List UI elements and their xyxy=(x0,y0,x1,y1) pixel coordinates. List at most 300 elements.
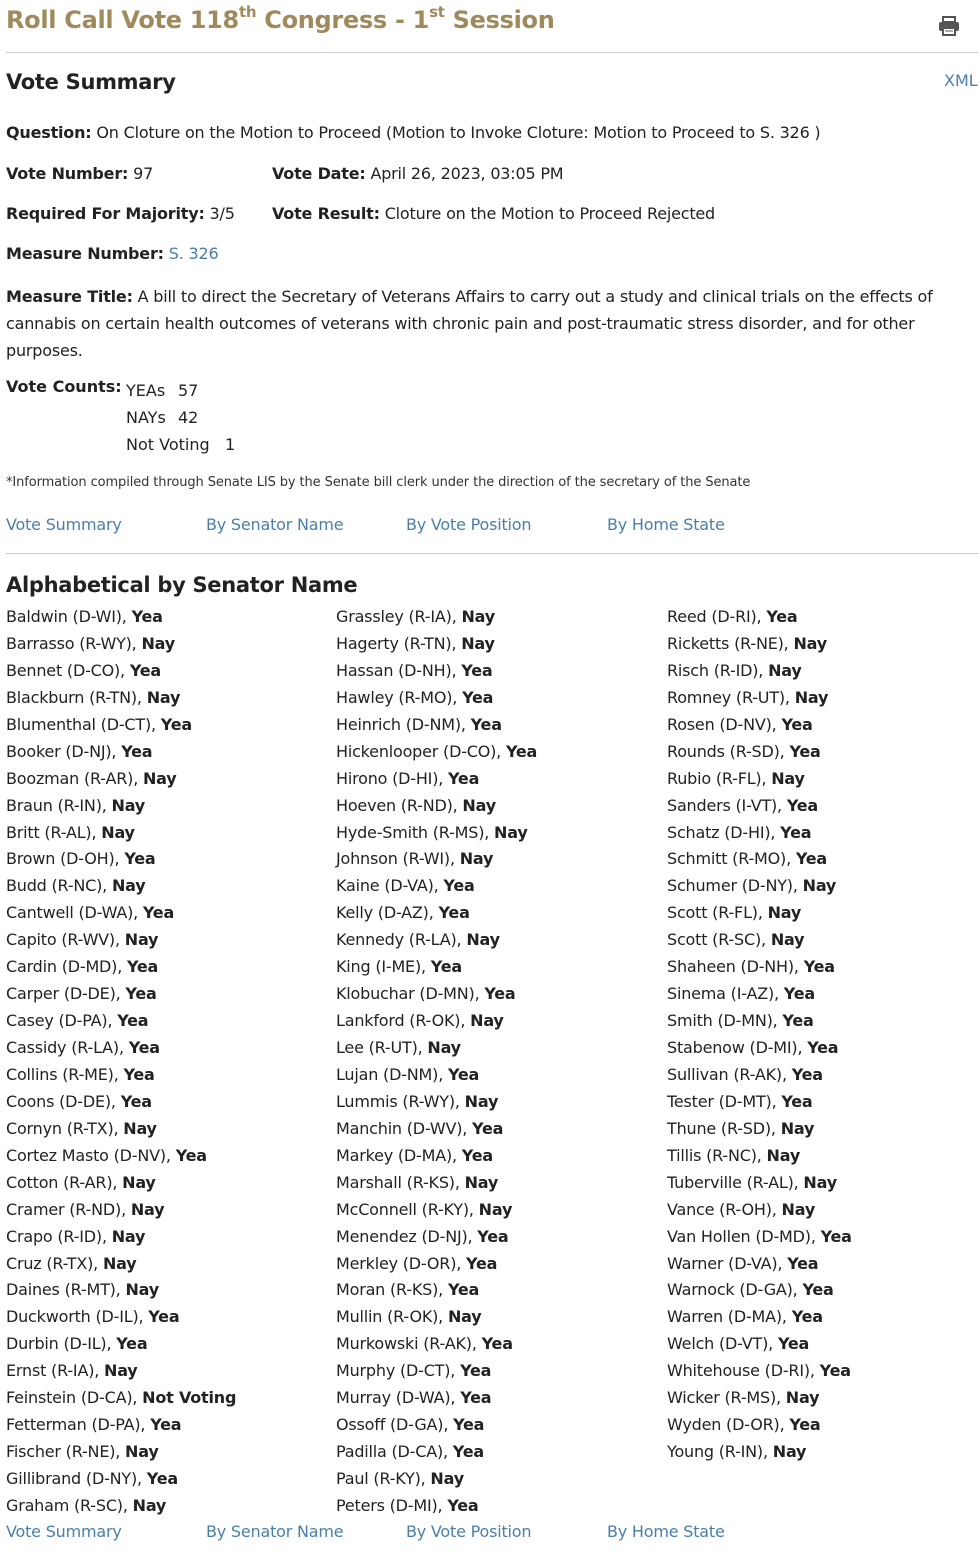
senator-name: Sullivan (R-AK), xyxy=(667,1064,792,1084)
senator-name: Scott (R-FL), xyxy=(667,903,768,923)
senator-name: Fetterman (D-PA), xyxy=(6,1415,151,1435)
measure-number-label: Measure Number: xyxy=(6,244,164,263)
senator-entry xyxy=(336,793,537,820)
senator-vote: Nay xyxy=(123,1118,157,1138)
senator-vote: Yea xyxy=(791,1064,823,1084)
senator-entry xyxy=(336,1062,537,1089)
senator-entry xyxy=(6,1385,236,1412)
senator-vote: Yea xyxy=(477,1226,509,1246)
senator-entry xyxy=(667,820,852,847)
senator-vote: Nay xyxy=(794,687,829,707)
senator-name: Hirono (D-HI), xyxy=(336,768,449,788)
vote-result-row xyxy=(272,204,715,224)
senator-name: Risch (R-ID), xyxy=(667,660,769,680)
xml-link[interactable]: XML xyxy=(944,71,978,90)
senator-name: Cotton (R-AR), xyxy=(6,1172,123,1192)
required-majority-label: Required For Majority: xyxy=(6,204,205,223)
senator-name: Brown (D-OH), xyxy=(6,849,125,869)
senator-name: Coons (D-DE), xyxy=(6,1091,121,1111)
senator-name: Rosen (D-NV), xyxy=(667,714,782,734)
senator-entry xyxy=(336,981,537,1008)
senator-entry xyxy=(6,658,236,685)
senator-vote: Yea xyxy=(789,741,821,761)
senator-entry xyxy=(6,1089,236,1116)
senator-entry xyxy=(6,1062,236,1089)
senator-name: Paul (R-KY), xyxy=(336,1469,431,1488)
senator-entry xyxy=(667,739,852,766)
senator-vote: Nay xyxy=(461,607,495,626)
vote-nav-top xyxy=(0,515,980,537)
senator-name: Johnson (R-WI), xyxy=(336,849,460,869)
senator-name: Stabenow (D-MI), xyxy=(667,1038,808,1057)
senator-vote: Nay xyxy=(462,795,496,815)
senator-name: Peters (D-MI), xyxy=(336,1495,448,1515)
senator-name: Cantwell (D-WA), xyxy=(6,903,143,923)
senator-name: McConnell (R-KY), xyxy=(336,1199,479,1219)
senator-vote: Yea xyxy=(116,1334,148,1354)
senator-vote: Nay xyxy=(803,1172,837,1192)
senator-name: Ossoff (D-GA), xyxy=(336,1415,454,1435)
senator-name: Schmitt (R-MO), xyxy=(667,849,796,869)
senator-vote: Yea xyxy=(120,1091,152,1111)
senator-entry xyxy=(336,1035,537,1062)
vote-result-label: Vote Result: xyxy=(272,204,380,223)
senator-entry xyxy=(667,712,852,739)
senator-name: Tuberville (R-AL), xyxy=(667,1172,804,1192)
senator-vote: Yea xyxy=(766,607,798,626)
senator-vote: Nay xyxy=(770,930,805,950)
senator-vote: Nay xyxy=(111,1226,146,1246)
senator-entry xyxy=(6,820,236,847)
senator-name: Welch (D-VT), xyxy=(667,1334,778,1354)
measure-title-label: Measure Title: xyxy=(6,287,133,306)
senator-name: Romney (R-UT), xyxy=(667,687,795,707)
count-yeas: YEAs 57 xyxy=(126,381,199,400)
nav-by-vote-position[interactable]: By Vote Position xyxy=(406,515,532,534)
senator-vote: Yea xyxy=(820,1226,852,1246)
senator-entry xyxy=(6,1304,236,1331)
senator-name: Wicker (R-MS), xyxy=(667,1388,786,1408)
senator-entry xyxy=(336,712,537,739)
senator-entry xyxy=(336,1251,537,1278)
senator-name: Kaine (D-VA), xyxy=(336,876,444,896)
senator-entry xyxy=(667,1062,852,1089)
senator-vote: Yea xyxy=(452,1442,484,1462)
senator-vote: Nay xyxy=(793,633,827,653)
senator-vote: Yea xyxy=(448,768,480,788)
senator-entry xyxy=(667,846,852,873)
senator-name: King (I-ME), xyxy=(336,957,431,977)
vote-number-label: Vote Number: xyxy=(6,164,129,183)
senator-name: Murray (D-WA), xyxy=(336,1388,461,1408)
senator-entry xyxy=(667,1116,852,1143)
senator-vote: Yea xyxy=(781,1091,813,1111)
senator-name: Whitehouse (D-RI), xyxy=(667,1361,820,1381)
senator-name: Hoeven (R-ND), xyxy=(336,795,463,815)
senator-vote: Nay xyxy=(111,876,146,896)
senator-name: Fischer (R-NE), xyxy=(6,1442,126,1462)
senator-vote: Nay xyxy=(785,1388,820,1408)
senator-vote: Yea xyxy=(505,741,538,761)
measure-number-link[interactable]: S. 326 xyxy=(168,244,219,263)
count-not-voting: Not Voting 1 xyxy=(126,435,236,454)
senator-column-3 xyxy=(667,604,852,1466)
senator-name: Moran (R-KS), xyxy=(336,1280,448,1300)
senator-vote: Yea xyxy=(126,957,159,977)
vote-date-row xyxy=(272,164,563,184)
senator-name: Casey (D-PA), xyxy=(6,1011,118,1031)
senator-name: Kennedy (R-LA), xyxy=(336,930,467,950)
senator-entry xyxy=(6,1170,236,1197)
senator-name: Cardin (D-MD), xyxy=(6,957,127,977)
senator-vote: Yea xyxy=(795,849,828,869)
senator-name: Capito (R-WV), xyxy=(6,930,125,950)
senator-entry xyxy=(6,1493,236,1520)
senator-name: Barrasso (R-WY), xyxy=(6,633,142,653)
senator-name: Tillis (R-NC), xyxy=(667,1145,767,1165)
senator-entry xyxy=(667,1143,852,1170)
senator-vote: Nay xyxy=(125,1442,159,1462)
senator-vote: Yea xyxy=(150,1415,182,1435)
senator-vote: Yea xyxy=(802,1280,834,1300)
senator-entry xyxy=(667,1089,852,1116)
senator-name: Ricketts (R-NE), xyxy=(667,633,794,653)
senator-vote: Nay xyxy=(141,633,175,653)
vote-date-label: Vote Date: xyxy=(272,164,366,183)
senator-entry xyxy=(336,1331,537,1358)
senator-entry xyxy=(667,900,852,927)
senator-vote: Yea xyxy=(121,741,153,761)
nav-by-home-state[interactable]: By Home State xyxy=(607,515,725,534)
senator-name: Mullin (R-OK), xyxy=(336,1307,448,1327)
senator-name: Hyde-Smith (R-MS), xyxy=(336,822,495,842)
senator-entry xyxy=(336,900,537,927)
divider xyxy=(6,553,978,554)
nav-by-home-state[interactable]: By Home State xyxy=(607,1522,725,1541)
senator-vote: Yea xyxy=(782,1011,814,1031)
senator-vote: Nay xyxy=(427,1038,461,1057)
senator-entry xyxy=(336,954,537,981)
senator-name: Blumenthal (D-CT), xyxy=(6,714,161,734)
senator-name: Gillibrand (D-NY), xyxy=(6,1469,147,1488)
senator-name: Heinrich (D-NM), xyxy=(336,714,471,734)
senator-entry xyxy=(667,1224,852,1251)
nav-vote-summary[interactable]: Vote Summary xyxy=(6,515,122,534)
senator-vote: Nay xyxy=(142,768,177,788)
vote-number-value: 97 xyxy=(133,164,154,183)
senator-vote: Nay xyxy=(124,930,159,950)
senator-name: Lummis (R-WY), xyxy=(336,1091,465,1111)
senator-vote: Nay xyxy=(494,822,528,842)
senator-entry xyxy=(667,1277,852,1304)
senator-vote: Nay xyxy=(111,795,146,815)
senator-entry xyxy=(6,1116,236,1143)
senator-name: Murkowski (R-AK), xyxy=(336,1334,482,1354)
senator-entry xyxy=(6,1251,236,1278)
senator-name: Marshall (R-KS), xyxy=(336,1172,465,1192)
senator-entry xyxy=(667,873,852,900)
senator-vote: Nay xyxy=(780,1118,815,1138)
senator-vote: Not Voting xyxy=(142,1388,237,1408)
senator-entry xyxy=(667,1251,852,1278)
senator-name: Van Hollen (D-MD), xyxy=(667,1226,821,1246)
senator-vote: Yea xyxy=(443,876,475,896)
senator-entry xyxy=(6,685,236,712)
senator-name: Shaheen (D-NH), xyxy=(667,957,804,977)
senator-name: Durbin (D-IL), xyxy=(6,1334,117,1354)
senator-vote: Nay xyxy=(132,1495,167,1515)
senator-name: Hagerty (R-TN), xyxy=(336,633,462,653)
senator-name: Vance (R-OH), xyxy=(667,1199,782,1219)
senator-vote: Nay xyxy=(447,1307,482,1327)
senator-entry xyxy=(336,1493,537,1520)
senator-vote: Yea xyxy=(777,1334,810,1354)
senator-name: Grassley (R-IA), xyxy=(336,607,462,626)
senator-vote: Nay xyxy=(478,1199,513,1219)
senator-entry xyxy=(6,1466,236,1493)
senator-vote: Yea xyxy=(786,795,819,815)
senator-name: Warren (D-MA), xyxy=(667,1307,792,1327)
senator-vote: Yea xyxy=(791,1307,823,1327)
senator-vote: Nay xyxy=(772,1442,807,1462)
senator-entry xyxy=(6,604,236,631)
senator-name: Booker (D-NJ), xyxy=(6,741,122,761)
senator-entry xyxy=(667,927,852,954)
senator-entry xyxy=(336,927,537,954)
senator-entry xyxy=(667,1331,852,1358)
senator-vote: Yea xyxy=(146,1469,178,1488)
senator-name: Lujan (D-NM), xyxy=(336,1064,448,1084)
senator-vote: Nay xyxy=(470,1011,504,1031)
senator-entry xyxy=(6,1224,236,1251)
senator-entry xyxy=(336,604,537,631)
senator-name: Reed (D-RI), xyxy=(667,607,767,626)
senator-entry xyxy=(336,1385,537,1412)
senator-vote: Yea xyxy=(461,660,493,680)
question-row xyxy=(6,123,820,143)
senator-name: Manchin (D-WV), xyxy=(336,1118,473,1138)
vote-nav-bottom xyxy=(0,1522,980,1544)
senator-name: Bennet (D-CO), xyxy=(6,660,130,680)
vote-counts xyxy=(126,377,235,458)
senator-entry xyxy=(6,1412,236,1439)
senator-name: Rubio (R-FL), xyxy=(667,768,772,788)
senator-entry xyxy=(667,631,852,658)
senator-vote: Yea xyxy=(807,1038,839,1057)
senator-vote: Yea xyxy=(470,714,502,734)
vote-result-value: Cloture on the Motion to Proceed Rejected xyxy=(384,204,716,223)
senator-vote: Yea xyxy=(125,984,157,1004)
page-title: Roll Call Vote 118th Congress - 1st Session xyxy=(6,3,555,34)
senator-entry xyxy=(336,766,537,793)
senator-column-1 xyxy=(6,604,236,1520)
senator-name: Daines (R-MT), xyxy=(6,1280,126,1300)
senator-name: Graham (R-SC), xyxy=(6,1495,133,1515)
senator-entry xyxy=(336,820,537,847)
senator-vote: Yea xyxy=(430,957,462,977)
senator-name: Cortez Masto (D-NV), xyxy=(6,1145,176,1165)
senator-vote: Yea xyxy=(124,849,156,869)
senator-name: Ernst (R-IA), xyxy=(6,1361,105,1381)
senator-name: Carper (D-DE), xyxy=(6,984,126,1004)
senator-vote: Yea xyxy=(123,1064,155,1084)
senator-entry xyxy=(336,1358,537,1385)
senator-vote: Yea xyxy=(175,1145,207,1165)
senator-entry xyxy=(336,1143,537,1170)
senator-name: Crapo (R-ID), xyxy=(6,1226,112,1246)
senator-name: Smith (D-MN), xyxy=(667,1011,783,1031)
senator-vote: Yea xyxy=(481,1334,513,1354)
senator-vote: Yea xyxy=(819,1361,851,1381)
senator-vote: Yea xyxy=(461,1145,493,1165)
senator-vote: Yea xyxy=(781,714,813,734)
printer-icon[interactable] xyxy=(938,16,960,36)
senator-name: Collins (R-ME), xyxy=(6,1064,124,1084)
senator-entry xyxy=(6,1439,236,1466)
senator-entry xyxy=(667,1170,852,1197)
senator-vote: Yea xyxy=(117,1011,149,1031)
senator-name: Murphy (D-CT), xyxy=(336,1361,461,1381)
senator-vote: Nay xyxy=(130,1199,165,1219)
senator-vote: Nay xyxy=(802,876,837,896)
senator-entry xyxy=(6,900,236,927)
senator-vote: Nay xyxy=(767,903,802,923)
senator-vote: Nay xyxy=(122,1172,156,1192)
senator-name: Lee (R-UT), xyxy=(336,1038,428,1057)
count-nays: NAYs 42 xyxy=(126,408,199,427)
senator-name: Warner (D-VA), xyxy=(667,1253,788,1273)
senator-entry xyxy=(667,658,852,685)
senator-entry xyxy=(6,927,236,954)
senator-entry xyxy=(6,954,236,981)
senator-name: Britt (R-AL), xyxy=(6,822,102,842)
senator-entry xyxy=(667,1197,852,1224)
senator-vote: Yea xyxy=(447,1280,480,1300)
senator-entry xyxy=(6,739,236,766)
senator-name: Schatz (D-HI), xyxy=(667,822,781,842)
senator-entry xyxy=(667,1304,852,1331)
senator-vote: Yea xyxy=(447,1495,479,1515)
senator-name: Young (R-IN), xyxy=(667,1442,773,1462)
senator-vote: Yea xyxy=(160,714,192,734)
senator-name: Hawley (R-MO), xyxy=(336,687,463,707)
senator-vote: Yea xyxy=(460,1361,492,1381)
senator-vote: Nay xyxy=(104,1361,138,1381)
senator-entry xyxy=(336,1197,537,1224)
senator-name: Cramer (R-ND), xyxy=(6,1199,131,1219)
senator-vote: Yea xyxy=(438,903,470,923)
senator-vote: Yea xyxy=(131,607,163,626)
footnote: *Information compiled through Senate LIS by the Senate bill clerk under the direction of the secretary of the Senate xyxy=(6,475,751,490)
senator-entry xyxy=(336,1304,537,1331)
senator-vote: Nay xyxy=(125,1280,159,1300)
nav-by-senator-name[interactable]: By Senator Name xyxy=(206,1522,344,1541)
senator-name: Braun (R-IN), xyxy=(6,795,112,815)
senator-vote: Yea xyxy=(128,1038,160,1057)
required-majority-value: 3/5 xyxy=(209,204,235,223)
required-majority-row xyxy=(6,204,235,224)
senator-entry xyxy=(667,685,852,712)
senator-entry xyxy=(667,604,852,631)
senator-entry xyxy=(336,1170,537,1197)
senator-name: Hassan (D-NH), xyxy=(336,660,462,680)
senator-name: Tester (D-MT), xyxy=(667,1091,782,1111)
senator-vote: Nay xyxy=(464,1172,499,1192)
senator-vote: Yea xyxy=(780,822,812,842)
senator-entry xyxy=(667,1439,852,1466)
senator-name: Duckworth (D-IL), xyxy=(6,1307,149,1327)
senator-entry xyxy=(336,739,537,766)
senator-entry xyxy=(667,1358,852,1385)
senator-vote: Yea xyxy=(460,1388,492,1408)
senator-name: Lankford (R-OK), xyxy=(336,1011,471,1031)
senator-name: Budd (R-NC), xyxy=(6,876,112,896)
senator-name: Boozman (R-AR), xyxy=(6,768,143,788)
senator-vote: Yea xyxy=(447,1064,480,1084)
vote-summary-heading: Vote Summary xyxy=(6,70,176,94)
senator-name: Klobuchar (D-MN), xyxy=(336,984,485,1004)
senator-entry xyxy=(667,1385,852,1412)
senator-entry xyxy=(336,1116,537,1143)
senator-name: Warnock (D-GA), xyxy=(667,1280,803,1300)
senator-entry xyxy=(336,685,537,712)
senator-name: Padilla (D-CA), xyxy=(336,1442,453,1462)
senator-vote: Yea xyxy=(142,903,175,923)
senator-name: Schumer (D-NY), xyxy=(667,876,803,896)
senator-entry xyxy=(667,1035,852,1062)
senator-vote: Nay xyxy=(781,1199,816,1219)
senator-vote: Nay xyxy=(430,1469,464,1488)
senator-entry xyxy=(6,981,236,1008)
nav-by-vote-position[interactable]: By Vote Position xyxy=(406,1522,532,1541)
divider xyxy=(6,52,978,53)
senator-name: Hickenlooper (D-CO), xyxy=(336,741,506,761)
senator-column-2 xyxy=(336,604,537,1520)
senator-vote: Yea xyxy=(148,1307,180,1327)
senator-vote: Nay xyxy=(466,930,500,950)
nav-by-senator-name[interactable]: By Senator Name xyxy=(206,515,344,534)
senator-vote: Nay xyxy=(146,687,181,707)
senator-entry xyxy=(336,1277,537,1304)
senator-vote: Nay xyxy=(464,1091,499,1111)
senator-vote: Yea xyxy=(466,1253,498,1273)
senator-entry xyxy=(336,1439,537,1466)
senator-vote: Yea xyxy=(462,687,494,707)
measure-title-row xyxy=(6,283,961,364)
senator-entry xyxy=(336,1008,537,1035)
nav-vote-summary[interactable]: Vote Summary xyxy=(6,1522,122,1541)
question-label: Question: xyxy=(6,123,92,142)
senator-vote: Yea xyxy=(789,1415,821,1435)
senator-vote: Yea xyxy=(453,1415,485,1435)
senator-entry xyxy=(667,1008,852,1035)
senator-entry xyxy=(336,846,537,873)
senator-name: Cruz (R-TX), xyxy=(6,1253,103,1273)
senator-vote: Yea xyxy=(803,957,835,977)
senator-vote: Yea xyxy=(484,984,516,1004)
senator-entry xyxy=(6,873,236,900)
senator-entry xyxy=(6,1035,236,1062)
senator-name: Markey (D-MA), xyxy=(336,1145,462,1165)
senator-name: Rounds (R-SD), xyxy=(667,741,790,761)
senator-entry xyxy=(6,1197,236,1224)
senator-name: Feinstein (D-CA), xyxy=(6,1388,143,1408)
vote-date-value: April 26, 2023, 03:05 PM xyxy=(370,164,564,183)
senator-name: Wyden (D-OR), xyxy=(667,1415,790,1435)
senator-entry xyxy=(667,981,852,1008)
senator-entry xyxy=(336,873,537,900)
senator-entry xyxy=(667,766,852,793)
